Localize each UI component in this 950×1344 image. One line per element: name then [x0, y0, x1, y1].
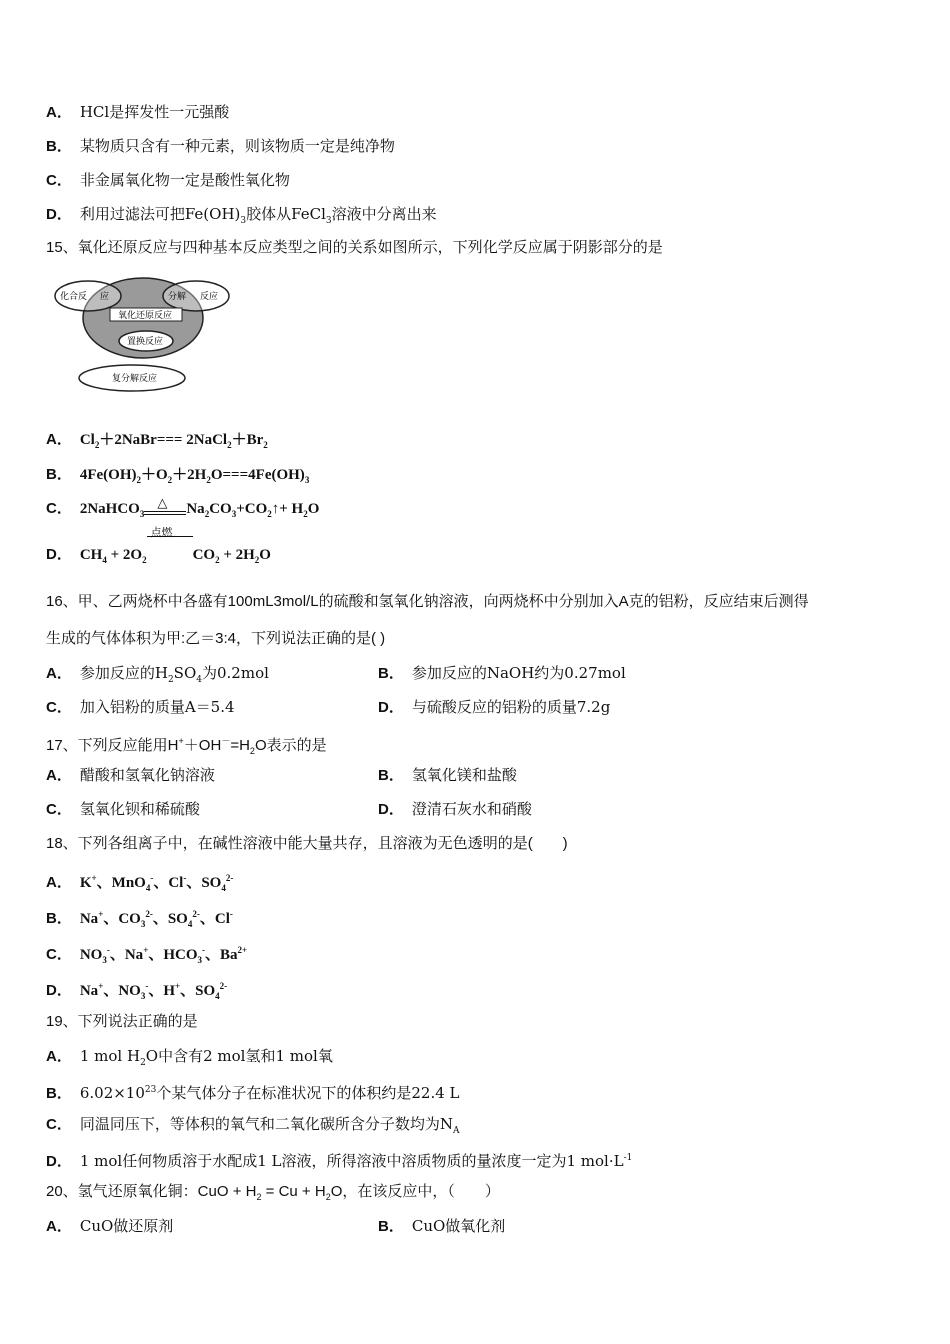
ion: K [79, 875, 92, 891]
stem-text: = Cu + H [261, 1183, 326, 1200]
ion: Na [79, 911, 99, 927]
subscript: 2 [263, 440, 268, 450]
q17-option-d [378, 799, 532, 820]
formula-part: CO [192, 547, 216, 563]
q14-option-a [46, 102, 229, 123]
formula-part: 2NaHCO [79, 501, 140, 517]
option-label: B． [46, 466, 72, 483]
subscript: 2 [254, 555, 260, 565]
option-text: 胶体从FeCl [246, 205, 326, 223]
option-text: 1 mol任何物质溶于水配成1 L溶液，所得溶液中溶质物质的量浓度一定为1 mol·L [79, 1152, 624, 1170]
decomposition-label-tail: 反应 [200, 292, 219, 302]
q16-stem-line1: 16、甲、乙两烧杯中各盛有100mL3mol/L的硫酸和氢氧化钠溶液，向两烧杯中分别加入A克的铝粉，反应结束后测得 [46, 593, 809, 610]
option-text: 利用过滤法可把Fe(OH) [79, 205, 241, 223]
option-text: SO [173, 664, 197, 682]
redox-label: 氧化还原反应 [118, 311, 173, 321]
option-text: O中含有2 mol氢和1 mol氧 [145, 1047, 333, 1065]
subscript: 2 [267, 509, 272, 519]
q15-option-a [46, 430, 268, 455]
charge: + [91, 873, 97, 883]
combination-label-tail: 应 [100, 292, 110, 302]
ion: 、SO [186, 875, 222, 891]
option-label: A． [46, 104, 72, 121]
subscript: 2 [325, 1192, 331, 1202]
option-text: 个某气体分子在标准状况下的体积约是22.4 L [156, 1084, 460, 1102]
formula-part: 4Fe(OH) [79, 467, 137, 483]
subscript: 2 [136, 475, 141, 485]
q15-stem: 15、氧化还原反应与四种基本反应类型之间的关系如图所示，下列化学反应属于阴影部分的是 [46, 239, 663, 256]
option-text: 同温同压下，等体积的氧气和二氧化碳所含分子数均为N [79, 1115, 453, 1133]
formula-part: + 2O [106, 547, 143, 563]
q19-option-a [46, 1046, 333, 1073]
q17-option-c [46, 799, 200, 820]
heating-arrow [144, 494, 186, 517]
arrow-line [147, 536, 193, 537]
q19-option-b [46, 1080, 460, 1104]
arrow-line [144, 511, 186, 512]
subscript: 4 [221, 883, 226, 893]
stem-text: 17、下列反应能用H [46, 737, 179, 754]
subscript: 4 [102, 555, 107, 565]
option-text: CuO做氧化剂 [411, 1217, 506, 1235]
subscript: 2 [256, 1192, 262, 1202]
q16-option-b [378, 663, 626, 684]
option-text: 醋酸和氢氧化钠溶液 [79, 766, 215, 784]
option-text: 氢氧化镁和盐酸 [411, 766, 517, 784]
heat-symbol: △ [157, 494, 168, 510]
option-label: B． [378, 767, 404, 784]
superscript: 23 [144, 1085, 157, 1095]
ion: Na [79, 983, 99, 999]
ion: 、SO [152, 911, 188, 927]
subscript: 2 [227, 440, 232, 450]
option-text: 非金属氧化物一定是酸性氧化物 [79, 171, 290, 189]
ion: 、Na [109, 947, 144, 963]
stem-text: O表示的是 [254, 737, 327, 754]
subscript: 2 [204, 509, 210, 519]
ion: 、Cl [199, 911, 230, 927]
option-label: C． [46, 699, 72, 716]
subscript: 2 [303, 509, 308, 519]
charge: - [106, 945, 110, 955]
formula-part: ＋2NaBr=== 2NaCl [99, 432, 228, 448]
charge: - [183, 873, 187, 883]
q18-stem: 18、下列各组离子中，在碱性溶液中能大量共存，且溶液为无色透明的是( ) [46, 835, 568, 852]
subscript: 3 [197, 955, 202, 965]
option-label: D． [46, 982, 72, 999]
superscript: -1 [623, 1153, 633, 1163]
ion: 、H [148, 983, 176, 999]
q16-option-c [46, 697, 235, 718]
option-text: 澄清石灰水和硝酸 [411, 800, 532, 818]
option-text: HCl是挥发性一元强酸 [79, 103, 230, 121]
charge: - [229, 909, 233, 919]
option-label: A． [46, 431, 72, 448]
charge: 2- [225, 873, 234, 883]
subscript: 2 [167, 475, 173, 485]
subscript: A [452, 1126, 460, 1136]
q18-option-b [46, 904, 233, 934]
charge: 2- [145, 909, 153, 919]
option-text: 为0.2mol [201, 664, 269, 682]
formula-part: O [307, 501, 320, 517]
formula-part: Na [186, 501, 205, 517]
superscript: － [221, 736, 231, 746]
q19-option-c [46, 1114, 459, 1141]
subscript: 2 [167, 675, 174, 685]
subscript: 3 [102, 955, 107, 965]
q20-stem [46, 1182, 500, 1207]
subscript: 2 [94, 440, 100, 450]
combination-label: 化合反 [60, 292, 88, 302]
subscript: 3 [240, 216, 247, 226]
q14-option-d [46, 204, 437, 231]
stem-text: O，在该反应中，（ ） [330, 1183, 500, 1200]
option-text: 6.02×10 [79, 1084, 145, 1102]
formula-part: CO [209, 501, 232, 517]
charge: + [98, 909, 104, 919]
ion: NO [79, 947, 103, 963]
subscript: 3 [140, 919, 146, 929]
formula-part: O===4Fe(OH) [210, 467, 305, 483]
option-label: D． [378, 801, 404, 818]
subscript: 2 [206, 475, 211, 485]
q14-option-c [46, 170, 290, 191]
formula-part: O [259, 547, 271, 563]
option-label: D． [46, 1153, 72, 1170]
q16-option-d [378, 697, 610, 718]
option-label: D． [46, 206, 72, 223]
subscript: 4 [145, 883, 151, 893]
option-label: B． [46, 138, 72, 155]
option-label: C． [46, 946, 72, 963]
subscript: 4 [196, 675, 202, 685]
q17-stem [46, 731, 327, 761]
double-decomposition-label: 复分解反应 [112, 374, 158, 384]
ion: 、MnO [96, 875, 146, 891]
displacement-label: 置换反应 [127, 337, 164, 347]
option-label: A． [46, 665, 72, 682]
q19-stem: 19、下列说法正确的是 [46, 1013, 198, 1030]
subscript: 2 [249, 746, 255, 756]
stem-text: 20、氢气还原氧化铜：CuO + H [46, 1183, 257, 1200]
option-label: B． [46, 910, 72, 927]
option-label: B． [378, 1218, 404, 1235]
option-label: A． [46, 1218, 72, 1235]
charge: 2- [192, 909, 200, 919]
superscript: + [178, 736, 184, 746]
q15-option-c [46, 494, 320, 524]
option-label: A． [46, 767, 72, 784]
subscript: 3 [140, 991, 146, 1001]
ion: 、Cl [153, 875, 184, 891]
q15-option-b [46, 465, 309, 490]
ion: 、Ba [205, 947, 238, 963]
q20-option-b [378, 1216, 505, 1237]
subscript: 3 [139, 509, 145, 519]
subscript: 4 [215, 991, 220, 1001]
subscript: 2 [215, 555, 220, 565]
subscript: 3 [325, 216, 332, 226]
q16-option-a [46, 663, 269, 690]
formula-part: +CO [236, 501, 268, 517]
option-text: CuO做还原剂 [79, 1217, 174, 1235]
option-text: 加入铝粉的质量A＝5.4 [79, 698, 235, 716]
option-label: A． [46, 874, 72, 891]
option-label: B． [378, 665, 404, 682]
q16-stem-line2: 生成的气体体积为甲:乙＝3:4，下列说法正确的是( ) [46, 630, 386, 647]
ion: 、NO [103, 983, 141, 999]
subscript: 2 [142, 555, 147, 565]
ignition-label: 点燃 [150, 525, 173, 539]
option-text: 1 mol H [79, 1047, 141, 1065]
charge: - [202, 945, 205, 955]
subscript: 3 [304, 475, 310, 485]
stem-text: =H [230, 737, 250, 754]
formula-part: ＋O [141, 467, 168, 483]
ion: 、HCO [148, 947, 198, 963]
charge: + [143, 945, 149, 955]
formula-part: ↑+ H [271, 501, 304, 517]
ion: 、CO [103, 911, 141, 927]
q15-option-d [46, 525, 271, 570]
charge: + [175, 981, 181, 991]
charge: - [150, 873, 154, 883]
option-label: A． [46, 1048, 72, 1065]
charge: 2- [219, 981, 228, 991]
q17-option-a [46, 765, 215, 786]
option-text: 参加反应的NaOH约为0.27mol [411, 664, 626, 682]
q18-option-a [46, 868, 233, 898]
option-label: B． [46, 1085, 72, 1102]
charge: 2+ [237, 945, 248, 955]
formula-part: ＋2H [172, 467, 207, 483]
q19-option-d [46, 1148, 632, 1172]
subscript: 3 [231, 509, 237, 519]
ignition-condition [147, 525, 193, 563]
q20-option-a [46, 1216, 173, 1237]
q18-option-c [46, 940, 247, 970]
formula-part: ＋Br [231, 432, 264, 448]
formula-part: Cl [79, 432, 95, 448]
arrow-line [144, 514, 186, 515]
subscript: 2 [140, 1058, 146, 1068]
option-label: D． [46, 546, 72, 563]
q17-option-b [378, 765, 517, 786]
q14-option-b [46, 136, 395, 157]
subscript: 4 [187, 919, 193, 929]
option-text: 溶液中分离出来 [331, 205, 437, 223]
option-text: 氢氧化钡和稀硫酸 [79, 800, 200, 818]
charge: + [98, 981, 104, 991]
option-text: 与硫酸反应的铝粉的质量7.2g [411, 698, 611, 716]
option-text: 某物质只含有一种元素，则该物质一定是纯净物 [79, 137, 395, 155]
charge: - [145, 981, 149, 991]
stem-text: ＋OH [183, 737, 222, 754]
option-label: C． [46, 801, 72, 818]
option-label: C． [46, 172, 72, 189]
reaction-venn-diagram [52, 270, 232, 396]
option-label: C． [46, 500, 72, 517]
option-label: C． [46, 1116, 72, 1133]
q18-option-d [46, 976, 227, 1006]
formula-part: CH [79, 547, 103, 563]
ion: 、SO [180, 983, 216, 999]
option-text: 参加反应的H [79, 664, 168, 682]
decomposition-label: 分解 [168, 292, 187, 302]
option-label: D． [378, 699, 404, 716]
formula-part: + 2H [219, 547, 255, 563]
